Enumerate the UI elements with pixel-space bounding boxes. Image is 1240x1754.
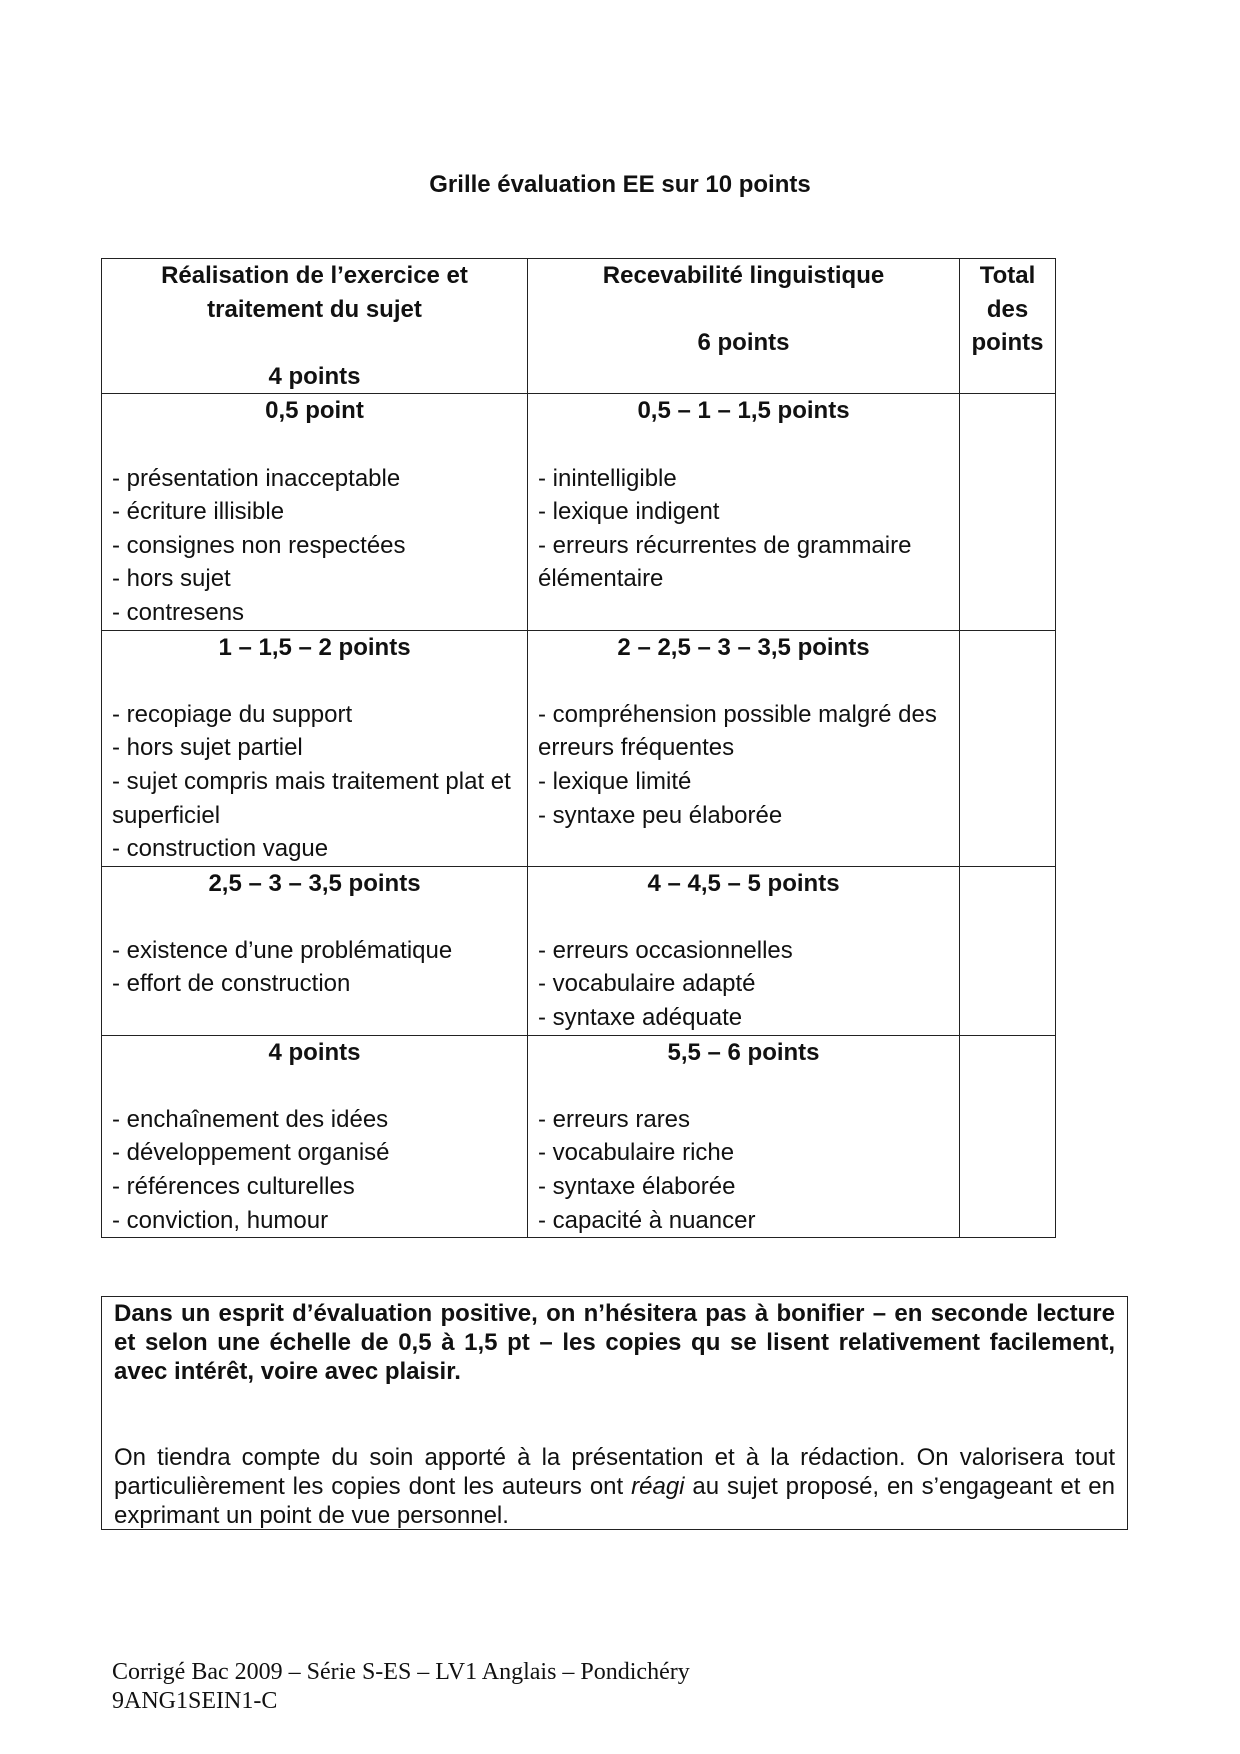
footer-line-code: 9ANG1SEIN1-C [112,1688,278,1714]
criterion-item: - hors sujet partiel [112,734,303,762]
criterion-item: - erreurs récurrentes de grammaire élémentaire [538,531,912,593]
header-total-line2: des [986,295,1029,323]
recevabilite-cell [528,1035,960,1238]
criterion-item: - capacité à nuancer [538,1206,756,1234]
table-row [102,1035,1056,1238]
header-recevabilite-line1: Recevabilité linguistique [602,262,885,289]
total-cell [960,866,1056,1035]
recevabilite-cell [528,630,960,866]
score-band: 4 points [268,1038,361,1066]
criterion-item: - sujet compris mais traitement plat et superficiel [112,767,511,829]
presentation-note-italic: réagi [631,1473,685,1500]
recevabilite-cell [528,394,960,630]
criterion-item: - recopiage du support [112,700,353,728]
total-cell [960,1035,1056,1238]
score-band: 2,5 – 3 – 3,5 points [208,869,421,897]
realisation-cell [102,630,528,866]
header-realisation-line2: traitement du sujet [207,295,422,323]
score-band: 0,5 point [265,397,364,425]
criterion-item: - écriture illisible [112,498,285,526]
total-cell [960,630,1056,866]
presentation-note-part1: On tiendra compte du soin apporté à la présentation et à la rédaction. On valorisera tout particulièrement les copies dont les auteurs ont [114,1444,1115,1500]
bonus-note: Dans un esprit d’évaluation positive, on n’hésitera pas à bonifier – en seconde lecture et selon une échelle de 0,5 à 1,5 pt – les copies qu se lisent relativement facilement, avec intérêt, voire avec plaisir. [114,1300,1115,1385]
table-row [102,630,1056,866]
criterion-item: - syntaxe peu élaborée [538,801,783,829]
header-recevabilite-points: 6 points [697,329,790,357]
header-recevabilite [528,259,960,394]
criterion-item: - présentation inacceptable [112,464,401,492]
criterion-item: - existence d’une problématique [112,936,453,964]
criterion-item: - consignes non respectées [112,531,406,559]
criterion-item: - vocabulaire riche [538,1139,735,1167]
criterion-item: - construction vague [112,835,329,863]
evaluation-grid [101,258,1056,1238]
header-total [960,259,1056,394]
page-footer [112,1658,690,1716]
presentation-note-part2: au sujet proposé, en s’engageant et en exprimant un point de vue personnel. [114,1473,1115,1529]
table-row [102,866,1056,1035]
criterion-item: - enchaînement des idées [112,1105,389,1133]
criterion-item: - erreurs occasionnelles [538,936,793,964]
header-total-line3: points [971,329,1044,357]
criterion-item: - références culturelles [112,1173,355,1201]
criterion-item: - erreurs rares [538,1105,691,1133]
score-band: 4 – 4,5 – 5 points [647,869,840,897]
criterion-item: - compréhension possible malgré des erreurs fréquentes [538,700,937,762]
page-title: Grille évaluation EE sur 10 points [429,171,811,198]
criterion-item: - syntaxe adéquate [538,1004,743,1032]
header-total-line1: Total [979,262,1036,289]
criterion-item: - lexique limité [538,767,692,795]
realisation-cell [102,866,528,1035]
score-band: 1 – 1,5 – 2 points [218,633,411,661]
recevabilite-cell [528,866,960,1035]
score-band: 0,5 – 1 – 1,5 points [637,397,850,425]
presentation-note [114,1443,1115,1530]
criterion-item: - effort de construction [112,970,351,998]
realisation-cell [102,1035,528,1238]
criterion-item: - inintelligible [538,464,677,492]
header-realisation [102,259,528,394]
footer-line-exam: Corrigé Bac 2009 – Série S-ES – LV1 Anglais – Pondichéry [112,1659,690,1685]
criterion-item: - vocabulaire adapté [538,970,756,998]
criterion-item: - lexique indigent [538,498,720,526]
table-row [102,394,1056,630]
criterion-item: - hors sujet [112,565,231,593]
evaluation-note-box [101,1296,1128,1530]
total-cell [960,394,1056,630]
criterion-item: - contresens [112,598,245,626]
realisation-cell [102,394,528,630]
criterion-item: - syntaxe élaborée [538,1173,736,1201]
table-header-row [102,259,1056,394]
score-band: 5,5 – 6 points [667,1038,820,1066]
criterion-item: - conviction, humour [112,1206,329,1234]
header-realisation-points: 4 points [268,362,361,390]
header-realisation-line1: Réalisation de l’exercice et [161,262,468,289]
criterion-item: - développement organisé [112,1139,390,1167]
score-band: 2 – 2,5 – 3 – 3,5 points [617,633,870,661]
